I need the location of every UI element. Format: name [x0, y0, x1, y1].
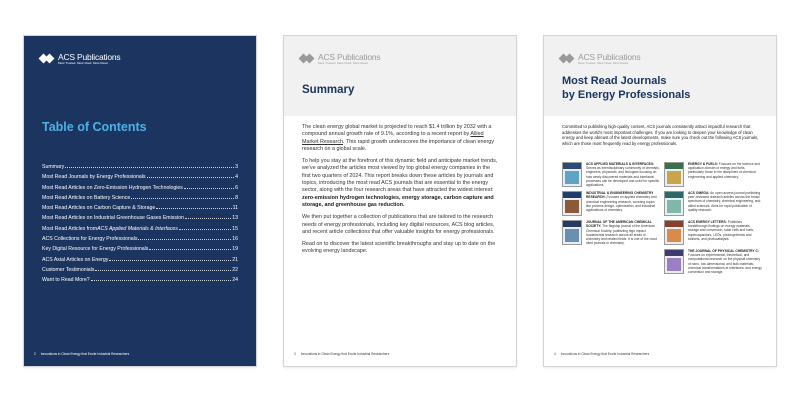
journal-description: JOURNAL OF THE AMERICAN CHEMICAL SOCIETY: The flagship journal of the American Chemical Society, publishing high impact fundamental research across all areas of chemistry and related fields. It is one of the most cited journals in chemistry. [586, 220, 657, 246]
toc-leader-dots [95, 270, 231, 271]
footer-title: Innovations in Clean Energy that Excite Industrial Researchers [560, 352, 650, 356]
toc-entry-label: Most Read Articles on Zero-Emission Hydrogen Technologies [42, 184, 183, 191]
page-header-band [284, 36, 516, 116]
toc-list [42, 162, 238, 286]
toc-leader-dots [149, 249, 231, 250]
allied-market-research-link[interactable]: Allied Market Research [302, 131, 484, 145]
toc-page [24, 36, 256, 366]
journal-cover-image [664, 162, 684, 187]
toc-entry-label: Most Read Journals by Energy Professionals [42, 174, 146, 181]
journal-cover-image [562, 220, 582, 245]
logo-name: ACS Publications [58, 51, 121, 62]
summary-paragraph-1: The clean energy global market is projected to reach $1.4 trillion by 2032 with a compound annual growth rate of 9.1%, according to a recent report by Allied Market Research. This rapid growth underscores the importance of clean energy research on a global scale. [302, 124, 494, 152]
toc-entry-page: 13 [232, 215, 238, 222]
summary-paragraph-2: To help you stay at the forefront of this dynamic field and anticipate market trends, we've analyzed the articles most viewed by top global energy companies in the first two quarters of 2024. This report breaks down these articles by journals and topics, introducing the most read ACS journals that are essential to the energy sector, along with the four research areas that have attracted the widest interest: zero-emission hydrogen technologies, energy storage, carbon capture and storage, and greenhouse gas reduction. [302, 158, 498, 208]
journal-item [664, 220, 762, 245]
summary-title: Summary [302, 84, 355, 96]
toc-entry[interactable] [42, 255, 238, 265]
toc-entry-label: Summary [42, 164, 65, 170]
toc-leader-dots [147, 177, 235, 178]
summary-page [284, 36, 516, 366]
journal-description: ENERGY & FUELS: Focuses on the science and application domain of energy and fuels, particularly those in the disciplines of chemical engineering and applied chemistry. [688, 162, 760, 179]
logo-name: ACS Publications [318, 51, 381, 62]
toc-leader-dots [179, 229, 231, 230]
journal-item [664, 191, 762, 216]
summary-body [302, 124, 500, 261]
footer-title: Innovations in Clean Energy that Excite Industrial Researchers [300, 352, 390, 356]
toc-entry[interactable] [42, 224, 238, 234]
acs-logo [40, 52, 120, 66]
journals-page [544, 36, 776, 366]
toc-entry-page: 3 [235, 164, 238, 170]
journal-cover-image [562, 191, 582, 216]
toc-entry[interactable] [42, 265, 238, 275]
toc-entry-page: 24 [232, 277, 238, 284]
toc-entry[interactable] [42, 203, 238, 213]
toc-entry-page: 21 [232, 256, 238, 263]
toc-entry-page: 11 [232, 205, 238, 212]
journal-item [562, 162, 660, 187]
toc-leader-dots [185, 218, 231, 219]
journal-column-left [562, 162, 660, 249]
toc-entry-label: ACS Axial Articles on Energy [42, 256, 109, 263]
journal-description: ACS APPLIED MATERIALS & INTERFACES: Serves as interdisciplinary community of chemists, engineers, physicists, and biologists focusing on how newly discovered materials and interfacial processes can be developed and used for specific applications. [586, 162, 660, 188]
toc-leader-dots [109, 260, 231, 261]
journal-name: ACS ENERGY LETTERS: [688, 220, 727, 224]
journal-cover-image [664, 249, 684, 274]
toc-entry-page: 19 [232, 246, 238, 253]
toc-entry-label: Customer Testimonials [42, 266, 95, 273]
toc-entry-label: Most Read Articles on Battery Science [42, 194, 131, 201]
journal-name: ACS OMEGA: [688, 191, 710, 195]
journal-cover-image [664, 191, 684, 216]
page-footer [554, 352, 649, 356]
logo-tagline: Most Trusted. Most Cited. Most Read. [578, 61, 629, 66]
toc-entry[interactable] [42, 244, 238, 254]
journal-name: ACS APPLIED MATERIALS & INTERFACES: [586, 162, 655, 166]
logo-tagline: Most Trusted. Most Cited. Most Read. [318, 61, 369, 66]
footer-title: Innovations in Clean Energy that Excite Industrial Researchers [40, 352, 130, 356]
toc-entry-label: Most Read Articles on Industrial Greenhouse Gases Emission [42, 215, 184, 222]
toc-entry-page: 4 [235, 174, 238, 181]
toc-entry[interactable] [42, 172, 238, 182]
toc-entry-page: 8 [235, 194, 238, 201]
toc-title: Table of Contents [42, 120, 147, 134]
journal-description: INDUSTRIAL & ENGINEERING CHEMISTRY RESEARCH: Focuses on applied chemistry and chemical engineering research, covering topics like process design, optimization, and industrial applications of chemistry. [586, 191, 657, 213]
toc-leader-dots [65, 167, 234, 168]
toc-entry-label: ACS Collections for Energy Professionals [42, 236, 138, 243]
acs-logo [560, 52, 640, 66]
journal-item [664, 162, 762, 187]
journal-description: ACS OMEGA: An open access journal publishing peer-reviewed research articles across the broad spectrum of chemistry, chemical engineering, and allied sciences. Aims for rapid publication of quality research. [688, 191, 761, 212]
page-footer [294, 352, 389, 356]
journal-item [664, 249, 762, 274]
summary-paragraph-3: We then put together a collection of publications that are tailored to the research needs of energy professionals, including key digital resources, ACS blog articles, and recent article collections that offer valuable insights for energy professionals. [302, 214, 495, 235]
journal-item [562, 191, 660, 216]
journals-intro: Committed to publishing high-quality content, ACS journals consistently attract impactful research that addresses the world's most important challenges. If you are looking to deepen your knowledge of clean energy and keep abreast of the latest developments, make sure you check out the following ACS journals, which are those most frequently read by energy professionals. [562, 124, 759, 146]
toc-entry-label: Most Read Articles on Carbon Capture & Storage [42, 205, 156, 212]
toc-leader-dots [184, 188, 234, 189]
journal-name: JOURNAL OF THE AMERICAN CHEMICAL SOCIETY: [586, 220, 652, 229]
toc-entry-page: 15 [232, 225, 238, 232]
toc-leader-dots [138, 239, 231, 240]
toc-entry-page: 22 [232, 266, 238, 273]
acs-logo-mark-icon [40, 52, 54, 66]
footer-page-number: 2 [34, 352, 36, 356]
toc-entry-page: 6 [235, 184, 238, 191]
toc-entry-italic: ACS Applied Materials & Interfaces [97, 225, 178, 232]
toc-entry-label: Want to Read More? [42, 277, 90, 284]
journal-cover-image [562, 162, 582, 187]
toc-entry[interactable] [42, 234, 238, 244]
journal-name: INDUSTRIAL & ENGINEERING CHEMISTRY RESEARCH: [586, 191, 654, 200]
toc-entry[interactable] [42, 183, 238, 193]
journal-name: ENERGY & FUELS: [688, 162, 718, 166]
toc-entry[interactable] [42, 213, 238, 223]
page-footer [34, 352, 129, 356]
journal-item [562, 220, 660, 245]
toc-entry-page: 16 [232, 236, 238, 243]
toc-leader-dots [156, 208, 231, 209]
logo-tagline: Most Trusted. Most Cited. Most Read. [58, 61, 109, 66]
acs-logo-mark-icon [560, 52, 574, 66]
footer-page-number: 3 [294, 352, 296, 356]
toc-leader-dots [91, 280, 232, 281]
toc-entry[interactable] [42, 275, 238, 285]
journal-description: ACS ENERGY LETTERS: Publishes breakthrough findings on energy materials, storage and conversion, solar cells and fuels, supercapacitors, LEDs, photosynthesis and biofuels, and photocatalysis. [688, 220, 754, 241]
logo-name: ACS Publications [578, 51, 641, 62]
journals-title: Most Read Journals by Energy Professionals [562, 75, 691, 101]
research-areas-highlight: zero-emission hydrogen technologies, energy storage, carbon capture and storage, and greenhouse gas reduction. [302, 194, 494, 208]
journal-description: THE JOURNAL OF PHYSICAL CHEMISTRY C: Focuses on experimental, theoretical, and computational research on the physical chemistry of nano, low-dimensional, and bulk materials; chemical transformations at interfaces; and energy conversion and storage. [688, 249, 762, 275]
toc-entry[interactable] [42, 162, 238, 172]
acs-logo-mark-icon [300, 52, 314, 66]
journal-name: THE JOURNAL OF PHYSICAL CHEMISTRY C: [688, 249, 759, 253]
acs-logo [300, 52, 380, 66]
summary-paragraph-4: Read on to discover the latest scientific breakthroughs and stay up to date on the evolving energy landscape. [302, 241, 496, 255]
toc-entry-label: Key Digital Resource for Energy Professionals [42, 246, 149, 253]
toc-entry[interactable] [42, 193, 238, 203]
journal-cover-image [664, 220, 684, 245]
toc-leader-dots [131, 198, 234, 199]
toc-entry-label: Most Read Articles from [42, 225, 98, 232]
footer-page-number: 4 [554, 352, 556, 356]
journal-column-right [664, 162, 762, 278]
